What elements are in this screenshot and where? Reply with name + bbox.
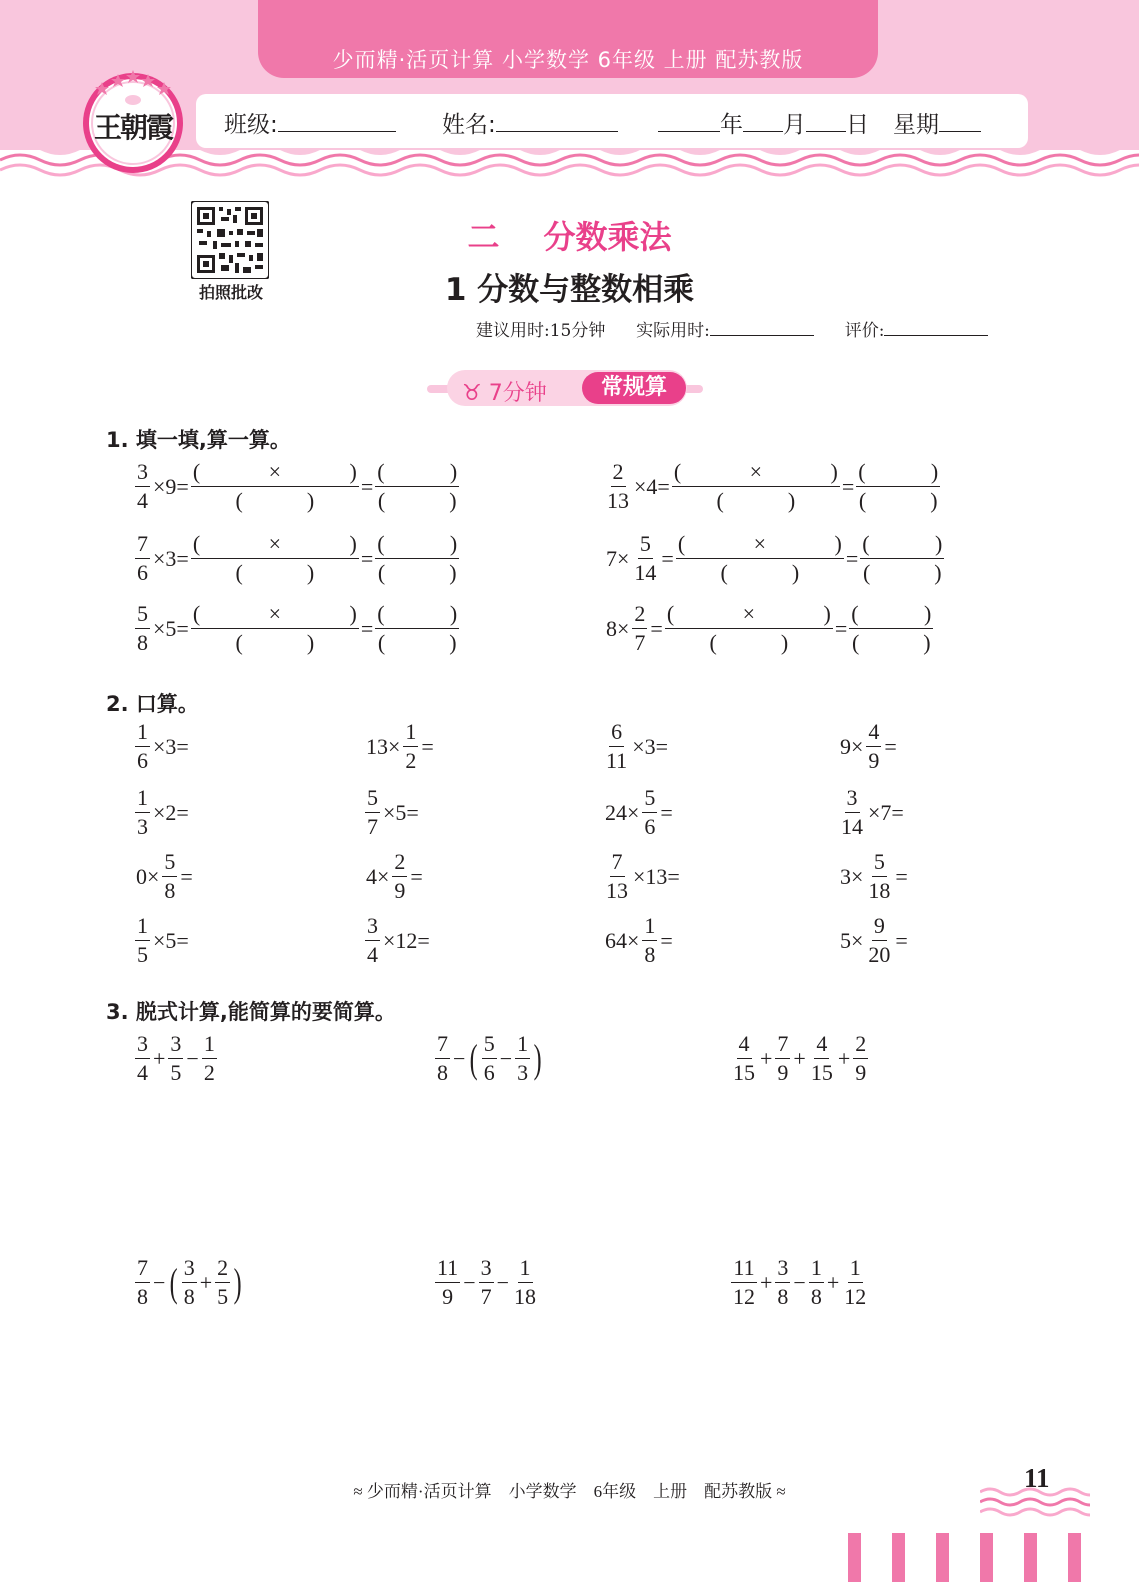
denominator: 5 [217,1284,229,1309]
suffix: = [895,927,908,953]
numerator: 1 [403,718,418,747]
numerator: 3 [479,1254,494,1283]
denominator: 9 [855,1060,867,1085]
numerator: 2 [392,848,407,877]
denominator: 6 [644,814,656,839]
q1-equation [134,530,459,587]
numerator: 1 [515,1030,530,1059]
fraction [479,1254,494,1311]
fraction [866,848,892,905]
numerator: 5 [642,784,657,813]
denominator: 7 [634,630,646,655]
denominator: 4 [137,1060,148,1085]
denominator: 14 [841,814,863,839]
page-number: 11 [1024,1463,1050,1493]
prefix: 9× [840,733,864,759]
q2-expression [134,784,191,841]
denominator: 4 [367,942,378,967]
numerator: 9 [872,912,887,941]
actual-time-field[interactable] [710,319,814,336]
q1-blank-product[interactable] [665,600,833,657]
prefix: 7× [606,545,630,571]
paren: ( [862,531,870,556]
times-sign: × [753,531,767,556]
fraction [392,848,407,905]
fraction [135,1254,150,1311]
paren: ) [449,459,458,484]
numerator: 5 [365,784,380,813]
denominator: 6 [137,560,148,585]
paren: ( [677,531,686,556]
numerator: 2 [632,600,647,629]
q1-blank-result[interactable] [856,458,940,515]
fraction [403,718,418,775]
suffix: ×13= [633,863,680,889]
operator: + [199,1269,213,1295]
paren: ) [791,560,800,585]
paren: ) [930,488,938,513]
q1-blank-result[interactable] [860,530,944,587]
equals: = [845,545,859,571]
timing-row: 建议用时:15分钟 实际用时: 评价: [476,316,988,341]
q2-expression [364,912,432,969]
multiply-expr: = [661,545,674,571]
q1-blank-result[interactable] [849,600,933,657]
paren: ( [170,1259,179,1305]
numerator: 1 [135,912,150,941]
fraction [135,530,150,587]
denominator: 7 [367,814,378,839]
multiply-expr: ×9= [153,473,189,499]
denominator: 5 [137,942,148,967]
class-field[interactable]: 班级: [224,106,396,139]
fraction [731,1254,757,1311]
suffix: = [660,799,673,825]
denominator: 8 [810,1284,822,1309]
medal-icon: ♉ [462,381,482,406]
paren: ) [830,459,838,484]
q3-expression [730,1030,869,1087]
paren: ( [235,630,243,655]
prefix: 8× [606,615,630,641]
q2-expression [838,784,906,841]
q1-blank-result[interactable] [375,530,459,587]
denominator: 3 [137,814,148,839]
paren: ) [349,601,357,626]
paren: ( [377,459,385,484]
fraction [731,1030,757,1087]
numerator: 1 [202,1030,217,1059]
numerator: 7 [435,1030,450,1059]
brand-logo [80,70,186,176]
denominator: 3 [517,1060,529,1085]
paren: ) [233,1259,242,1305]
numerator: 11 [435,1254,460,1283]
prefix: 3× [840,863,864,889]
fraction [135,784,150,841]
suffix: = [410,863,423,889]
numerator: 4 [737,1030,752,1059]
q3-expression [434,1254,539,1311]
fraction [365,784,380,841]
paren: ( [377,560,386,585]
lesson-title: 1 分数与整数相乘 [444,272,695,308]
q3-expression [134,1254,245,1311]
series-tab [258,0,878,78]
paren: ) [449,531,458,556]
fraction [853,1030,868,1087]
numerator: 1 [135,784,150,813]
denominator: 15 [810,1060,833,1085]
equals: = [360,615,374,641]
q3-expression [730,1254,869,1311]
q2-expression [364,784,421,841]
fraction [515,1030,530,1087]
times-sign: × [268,459,282,484]
q1-blank-product[interactable] [191,530,359,587]
numerator: 3 [845,784,860,813]
paren: ) [823,601,831,626]
equals: = [360,545,374,571]
denominator: 4 [137,488,148,513]
paren: ( [709,630,717,655]
operator: − [499,1045,513,1071]
paren: ) [934,560,942,585]
fraction [842,1254,868,1311]
q2-title: 2. 口算。 [106,692,199,716]
denominator: 8 [137,630,148,655]
operator: − [793,1269,806,1295]
paren: ( [720,560,728,585]
denominator: 9 [868,748,880,773]
operator: − [453,1045,466,1071]
multiply-expr: ×4= [634,473,670,499]
denominator: 14 [634,560,657,585]
q1-blank-result[interactable] [375,458,459,515]
denominator: 2 [203,1060,215,1085]
denominator: 6 [483,1060,495,1085]
paren: ( [862,560,871,585]
paren: ) [306,560,315,585]
paren: ( [192,459,201,484]
footer-series: ≈ 少而精·活页计算 小学数学 6年级 上册 配苏教版 ≈ [353,1482,786,1501]
q1-equation [604,530,944,587]
fraction [604,718,629,775]
q1-blank-product[interactable] [191,458,359,515]
numerator: 1 [135,718,150,747]
operator: − [496,1269,510,1295]
fraction [482,1030,497,1087]
paren: ) [449,630,457,655]
q1-equation [604,600,933,657]
q2-expression [838,718,899,775]
q2-expression [603,718,670,775]
paren: ( [851,630,860,655]
numerator: 3 [168,1030,183,1059]
numerator: 3 [365,912,380,941]
numerator: 6 [609,718,624,747]
suffix: ×3= [632,733,669,759]
name-field[interactable]: 姓名: [442,106,618,139]
paren: ( [716,488,724,513]
fraction [866,718,881,775]
paren: ( [377,488,386,513]
denominator: 8 [137,1284,148,1309]
q2-expression [364,718,436,775]
numerator: 7 [775,1030,790,1059]
suffix: = [895,863,908,889]
paren: ) [787,488,796,513]
suffix: = [180,863,193,889]
paren: ) [923,630,931,655]
numerator: 3 [135,1030,150,1059]
q1-blank-product[interactable] [676,530,844,587]
fraction [809,1030,835,1087]
suffix: ×2= [153,799,189,825]
q2-expression [134,718,191,775]
denominator: 12 [733,1284,755,1309]
denominator: 20 [868,942,891,967]
paren: ) [306,630,315,655]
suffix: = [660,927,673,953]
denominator: 7 [480,1284,492,1309]
paren: ( [666,601,675,626]
paren: ( [858,488,867,513]
fraction [512,1254,538,1311]
suffix: = [421,733,434,759]
paren: ) [834,531,842,556]
prefix: 5× [840,927,864,953]
paren: ( [377,601,385,626]
operator: + [826,1269,840,1295]
fraction [168,1030,183,1087]
times-sign: × [749,459,763,484]
student-info-box [196,94,1028,148]
qr-label: 拍照批改 [198,283,263,302]
fraction [642,912,657,969]
suffix: ×5= [153,927,189,953]
numerator: 4 [814,1030,829,1059]
paren: ( [858,459,866,484]
q2-expression [603,912,675,969]
q2-expression [838,848,910,905]
suffix: ×12= [383,927,430,953]
numerator: 2 [215,1254,230,1283]
q1-equation [604,458,940,515]
paren: ) [449,601,458,626]
paren: ) [449,560,457,585]
paren: ( [470,1035,479,1081]
paren: ( [377,630,386,655]
q1-blank-result[interactable] [375,600,459,657]
paren: ( [377,531,385,556]
suffix: ×7= [868,799,904,825]
numerator: 3 [182,1254,197,1283]
paren: ) [533,1035,542,1081]
denominator: 9 [442,1284,454,1309]
paren: ) [306,488,315,513]
fraction [605,458,631,515]
multiply-expr: = [650,615,663,641]
denominator: 8 [164,878,176,903]
fraction [775,1030,790,1087]
numerator: 1 [809,1254,824,1283]
numerator: 1 [642,912,657,941]
fraction [215,1254,230,1311]
numerator: 7 [135,530,150,559]
q2-expression [603,848,682,905]
fraction [775,1254,790,1311]
q2-expression [134,848,195,905]
operator: + [793,1045,806,1071]
fraction [202,1030,217,1087]
fraction [135,458,150,515]
time-badge [427,370,703,408]
paren: ( [192,531,201,556]
q3-title: 3. 脱式计算,能简算的要简算。 [106,1000,396,1024]
numerator: 1 [518,1254,533,1283]
fraction [162,848,177,905]
paren: ( [235,560,243,585]
times-sign: × [742,601,756,626]
prefix: 24× [605,799,640,825]
q1-blank-product[interactable] [191,600,359,657]
fraction [135,912,150,969]
denominator: 13 [606,878,628,903]
prefix: 0× [136,863,160,889]
unit-title: 二 分数乘法 [467,218,672,256]
q2-expression [603,784,675,841]
denominator: 6 [137,748,148,773]
equals: = [360,473,374,499]
suffix: ×5= [383,799,419,825]
fraction [435,1030,450,1087]
fraction [604,848,630,905]
q2-expression [134,912,191,969]
q1-blank-product[interactable] [672,458,840,515]
equals: = [841,473,855,499]
fraction [365,912,380,969]
numerator: 2 [853,1030,868,1059]
operator: − [186,1045,199,1071]
paren: ) [349,459,357,484]
denominator: 9 [777,1060,789,1085]
numerator: 3 [775,1254,790,1283]
paren: ( [673,459,682,484]
denominator: 13 [607,488,629,513]
denominator: 11 [606,748,628,773]
numerator: 5 [638,530,653,559]
fraction [866,912,892,969]
q1-equation [134,458,459,515]
denominator: 8 [437,1060,448,1085]
equals: = [834,615,848,641]
denominator: 8 [183,1284,195,1309]
paren: ) [934,531,943,556]
q1-title: 1. 填一填,算一算。 [106,428,291,452]
prefix: 13× [366,733,401,759]
fraction [135,718,150,775]
numerator: 5 [135,600,150,629]
operator: + [760,1269,773,1295]
numerator: 2 [611,458,626,487]
fraction [135,600,150,657]
q2-expression [364,848,425,905]
denominator: 5 [170,1060,182,1085]
denominator: 2 [405,748,417,773]
suffix: ×3= [153,733,189,759]
prefix: 4× [366,863,390,889]
timer-text: ♉ 7分钟 [462,381,547,406]
numerator: 11 [731,1254,756,1283]
fraction [839,784,865,841]
paren: ( [851,601,859,626]
numerator: 4 [866,718,881,747]
numerator: 5 [162,848,177,877]
numerator: 1 [848,1254,863,1283]
q3-expression [134,1030,218,1087]
prefix: 64× [605,927,640,953]
denominator: 15 [733,1060,755,1085]
fraction [642,784,657,841]
fraction [632,600,647,657]
paren: ) [349,531,357,556]
paren: ) [780,630,789,655]
multiply-expr: ×3= [153,545,189,571]
operator: + [760,1045,773,1071]
numerator: 5 [482,1030,497,1059]
operator: − [463,1269,476,1295]
paren: ) [923,601,932,626]
denominator: 18 [868,878,891,903]
numerator: 7 [610,848,625,877]
numerator: 5 [872,848,887,877]
paren: ) [449,488,457,513]
multiply-expr: ×5= [153,615,189,641]
fraction [435,1254,460,1311]
series-title: 少而精·活页计算 小学数学 6年级 上册 配苏教版 [332,48,804,72]
badge-tag: 常规算 [582,372,686,404]
paren: ) [930,459,939,484]
times-sign: × [268,531,282,556]
fraction [632,530,658,587]
denominator: 8 [777,1284,789,1309]
rating-field[interactable] [884,319,988,336]
q2-expression [838,912,910,969]
denominator: 18 [514,1284,537,1309]
denominator: 8 [644,942,656,967]
times-sign: × [268,601,282,626]
denominator: 12 [844,1284,867,1309]
fraction [182,1254,197,1311]
suffix: = [884,733,897,759]
logo-text: 王朝霞 [93,113,172,144]
q3-expression [434,1030,545,1087]
fraction [135,1030,150,1087]
operator: − [153,1269,166,1295]
numerator: 7 [135,1254,150,1283]
numerator: 3 [135,458,150,487]
paren: ( [235,488,243,513]
operator: + [153,1045,166,1071]
q1-equation [134,600,459,657]
fraction [809,1254,824,1311]
operator: + [837,1045,851,1071]
date-field[interactable]: 年 月 日 星期 [658,106,981,139]
paren: ( [192,601,201,626]
denominator: 9 [394,878,406,903]
